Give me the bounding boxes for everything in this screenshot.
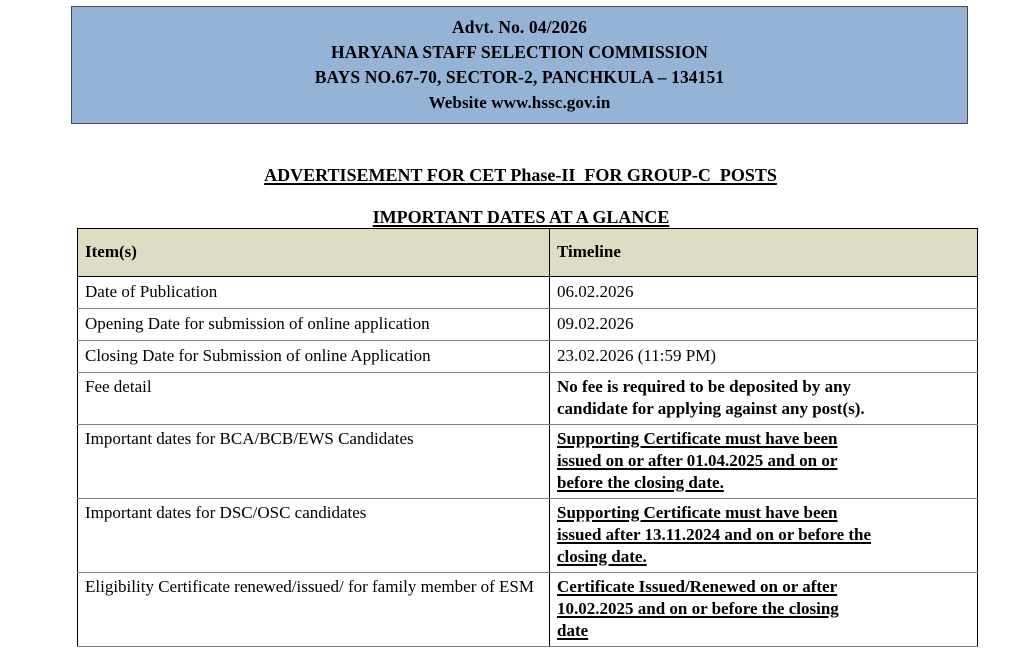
column-header-items: Item(s) (78, 229, 550, 277)
table-row (78, 277, 978, 309)
cell-timeline-line (557, 450, 970, 472)
organisation-address-line: BAYS NO.67-70, SECTOR-2, PANCHKULA – 134151 (314, 67, 725, 87)
cell-timeline: 06.02.2026 (550, 277, 978, 309)
table-row (78, 425, 978, 499)
cell-timeline: 09.02.2026 (550, 309, 978, 341)
table-row (78, 309, 978, 341)
cell-timeline-line-text: date (557, 621, 589, 640)
cell-timeline-line-text: issued on or after 01.04.2025 and on or (557, 451, 838, 470)
organisation-name-line: HARYANA STAFF SELECTION COMMISSION (331, 42, 708, 62)
cell-timeline-line-text: Supporting Certificate must have been (557, 503, 838, 522)
cell-item: Eligibility Certificate renewed/issued/ for family member of ESM (78, 573, 550, 647)
cell-timeline (550, 425, 978, 499)
table-row (78, 373, 978, 425)
cell-item: Important dates for BCA/BCB/EWS Candidates (78, 425, 550, 499)
table-header-row (78, 229, 978, 277)
cell-item: Date of Publication (78, 277, 550, 309)
table-row (78, 499, 978, 573)
organisation-header-box (71, 6, 968, 124)
cell-timeline-line (557, 428, 970, 450)
cell-item: Opening Date for submission of online application (78, 309, 550, 341)
cell-timeline-line-text: closing date. (557, 547, 647, 566)
cell-timeline-line (557, 502, 970, 524)
important-dates-heading-text: IMPORTANT DATES AT A GLANCE (372, 207, 670, 227)
cell-timeline (550, 573, 978, 647)
important-dates-table-wrapper (77, 228, 977, 647)
table-head (78, 229, 978, 277)
cell-timeline-line: No fee is required to be deposited by any (557, 377, 852, 396)
cell-item: Closing Date for Submission of online Application (78, 341, 550, 373)
cell-timeline-line-text: Certificate Issued/Renewed on or after (557, 577, 838, 596)
cell-timeline-line (557, 620, 970, 642)
cell-timeline (550, 373, 978, 425)
table-row (78, 341, 978, 373)
advertisement-heading-text: ADVERTISEMENT FOR CET Phase-II FOR GROUP-C POSTS (264, 165, 777, 185)
cell-timeline-line-text: 10.02.2025 and on or before the closing (557, 599, 839, 618)
cell-timeline: 23.02.2026 (11:59 PM) (550, 341, 978, 373)
cell-timeline-line (557, 546, 970, 568)
column-header-timeline: Timeline (550, 229, 978, 277)
table-body (78, 277, 978, 647)
cell-item: Important dates for DSC/OSC candidates (78, 499, 550, 573)
cell-timeline-line (557, 598, 970, 620)
advt-number-line: Advt. No. 04/2026 (452, 17, 587, 37)
cell-timeline-line (557, 472, 970, 494)
cell-timeline-line-text: before the closing date. (557, 473, 724, 492)
cell-timeline-line (557, 524, 970, 546)
important-dates-table (77, 228, 978, 647)
organisation-website-line: Website www.hssc.gov.in (428, 93, 611, 112)
cell-timeline-line-text: Supporting Certificate must have been (557, 429, 838, 448)
cell-item: Fee detail (78, 373, 550, 425)
cell-timeline-line-text: issued after 13.11.2024 and on or before the (557, 525, 872, 544)
cell-timeline-line: candidate for applying against any post(s). (557, 399, 865, 418)
cell-timeline-line (557, 576, 970, 598)
table-row (78, 573, 978, 647)
cell-timeline (550, 499, 978, 573)
